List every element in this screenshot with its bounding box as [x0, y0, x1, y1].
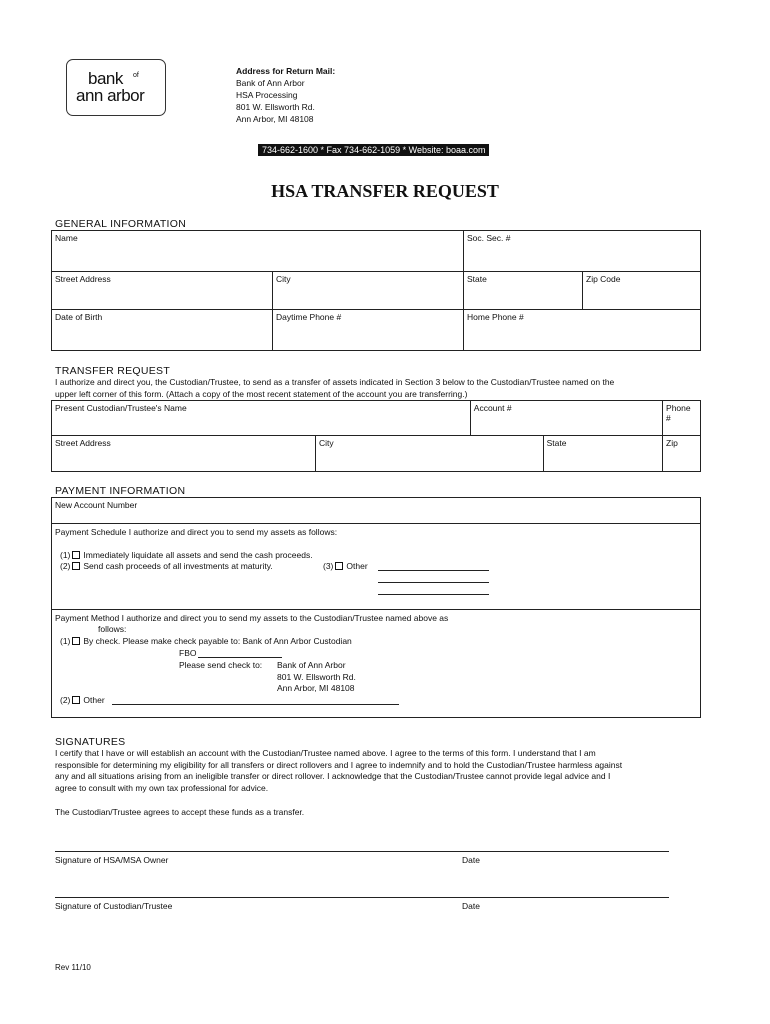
- transfer-text-line: upper left corner of this form. (Attach a copy of the most recent statement of the account you are transferring.): [55, 388, 468, 399]
- return-mail-heading: Address for Return Mail:: [236, 66, 336, 76]
- certification-line: responsible for determining my eligibility for all transfers or direct rollovers and I agree to indemnify and to hold the Custodian/Trustee harmless against: [55, 759, 623, 770]
- send-check-line: 801 W. Ellsworth Rd.: [277, 671, 356, 682]
- custodian-date-label: Date: [462, 901, 480, 911]
- option-number: (1): [60, 550, 71, 560]
- form-title: HSA TRANSFER REQUEST: [271, 181, 499, 201]
- payment-information-heading: PAYMENT INFORMATION: [55, 485, 186, 497]
- fbo-label: FBO: [179, 648, 197, 658]
- payment-method-label: Payment Method I authorize and direct you to send my assets to the Custodian/Trustee named above as: [55, 613, 449, 623]
- option-label: By check. Please make check payable to: Bank of Ann Arbor Custodian: [83, 636, 352, 646]
- certification-line: any and all situations arising from an ineligible transfer or direct rollover. I acknowledge that the Custodian/Trustee cannot provide legal advice and I: [55, 771, 611, 781]
- other-schedule-line-3[interactable]: [378, 594, 489, 595]
- send-check-address: [277, 660, 356, 695]
- state-label: State: [467, 274, 487, 284]
- ssn-field[interactable]: [464, 231, 701, 272]
- by-check-checkbox[interactable]: [72, 637, 80, 645]
- date-of-birth-field[interactable]: [52, 310, 273, 351]
- certification-line: I certify that I have or will establish an account with the Custodian/Trustee named above. I agree to the terms of this form. I understand that I am: [55, 748, 596, 758]
- transfer-request-heading: TRANSFER REQUEST: [55, 365, 171, 377]
- payment-schedule-section: [51, 523, 701, 610]
- return-mail-line: Bank of Ann Arbor: [236, 78, 305, 88]
- option-label: Other: [83, 695, 105, 705]
- new-account-number-label: New Account Number: [55, 500, 138, 510]
- custodian-street-field[interactable]: [52, 436, 316, 472]
- send-check-line: Bank of Ann Arbor: [277, 660, 346, 670]
- send-check-line: Ann Arbor, MI 48108: [277, 683, 355, 693]
- return-mail-address: [236, 65, 335, 125]
- logo-text-of: of: [133, 72, 139, 79]
- street-address-field[interactable]: [52, 272, 273, 310]
- transfer-request-table: [51, 400, 701, 472]
- return-mail-line: Ann Arbor, MI 48108: [236, 114, 314, 124]
- name-field[interactable]: [52, 231, 464, 272]
- revision-label: Rev 11/10: [55, 963, 91, 972]
- option-number: (2): [60, 561, 71, 571]
- transfer-authorization-text: [55, 377, 614, 400]
- method-option-2: [60, 695, 105, 705]
- method-option-1: [60, 636, 352, 646]
- option-label: Send cash proceeds of all investments at maturity.: [83, 561, 273, 571]
- account-number-field[interactable]: [470, 401, 662, 436]
- custodian-phone-label: Phone #: [666, 403, 691, 423]
- option-number: (1): [60, 636, 71, 646]
- maturity-checkbox[interactable]: [72, 562, 80, 570]
- state-field[interactable]: [464, 272, 583, 310]
- general-information-heading: GENERAL INFORMATION: [55, 218, 187, 230]
- custodian-street-label: Street Address: [55, 438, 111, 448]
- custodian-zip-field[interactable]: [663, 436, 701, 472]
- logo-text-bank: bank: [88, 69, 123, 88]
- account-number-label: Account #: [473, 403, 512, 413]
- city-label: City: [276, 274, 291, 284]
- contact-bar: 734-662-1600 * Fax 734-662-1059 * Website: boaa.com: [258, 144, 489, 156]
- other-schedule-checkbox[interactable]: [335, 562, 343, 570]
- other-method-checkbox[interactable]: [72, 696, 80, 704]
- schedule-option-2: [60, 561, 273, 571]
- return-mail-line: 801 W. Ellsworth Rd.: [236, 102, 315, 112]
- city-field[interactable]: [273, 272, 464, 310]
- new-account-number-field[interactable]: [51, 497, 701, 524]
- signatures-heading: SIGNATURES: [55, 736, 126, 748]
- other-schedule-line-2[interactable]: [378, 582, 489, 583]
- bank-logo: [66, 59, 166, 116]
- custodian-name-label: Present Custodian/Trustee's Name: [55, 403, 187, 413]
- home-phone-label: Home Phone #: [467, 312, 524, 322]
- zip-code-label: Zip Code: [586, 274, 621, 284]
- custodian-zip-label: Zip: [666, 438, 678, 448]
- custodian-state-field[interactable]: [543, 436, 662, 472]
- liquidate-checkbox[interactable]: [72, 551, 80, 559]
- owner-date-label: Date: [462, 855, 480, 865]
- custodian-city-label: City: [319, 438, 334, 448]
- transfer-text-line: I authorize and direct you, the Custodian/Trustee, to send as a transfer of assets indicated in Section 3 below to the Custodian/Trustee named on the: [55, 377, 615, 387]
- schedule-option-1: [60, 550, 313, 560]
- street-address-label: Street Address: [55, 274, 111, 284]
- option-number: (2): [60, 695, 71, 705]
- name-label: Name: [55, 233, 78, 243]
- other-schedule-line-1[interactable]: [378, 570, 489, 571]
- home-phone-field[interactable]: [464, 310, 701, 351]
- custodian-signature-label: Signature of Custodian/Trustee: [55, 901, 173, 911]
- other-method-line[interactable]: [112, 704, 399, 705]
- option-label: Immediately liquidate all assets and send the cash proceeds.: [83, 550, 313, 560]
- payment-method-follows: follows:: [98, 624, 127, 634]
- custodian-state-label: State: [546, 438, 567, 448]
- option-number: (3): [323, 561, 334, 571]
- fbo-line[interactable]: [198, 657, 282, 658]
- certification-text: [55, 748, 715, 794]
- date-of-birth-label: Date of Birth: [55, 312, 103, 322]
- owner-signature-label: Signature of HSA/MSA Owner: [55, 855, 169, 865]
- owner-signature-line[interactable]: [55, 851, 669, 852]
- schedule-option-3: [323, 561, 368, 571]
- logo-text-ann-arbor: ann arbor: [76, 86, 145, 105]
- zip-code-field[interactable]: [583, 272, 701, 310]
- daytime-phone-field[interactable]: [273, 310, 464, 351]
- daytime-phone-label: Daytime Phone #: [276, 312, 342, 322]
- custodian-phone-field[interactable]: [663, 401, 701, 436]
- certification-line: agree to consult with my own tax professional for advice.: [55, 782, 269, 793]
- payment-method-section: [51, 609, 701, 718]
- custodian-city-field[interactable]: [316, 436, 544, 472]
- option-label: Other: [346, 561, 368, 571]
- custodian-name-field[interactable]: [52, 401, 471, 436]
- return-mail-line: HSA Processing: [236, 90, 298, 100]
- general-information-table: [51, 230, 701, 351]
- payment-schedule-label: Payment Schedule I authorize and direct you to send my assets as follows:: [55, 527, 338, 537]
- custodian-agrees-text: The Custodian/Trustee agrees to accept these funds as a transfer.: [55, 807, 305, 817]
- ssn-label: Soc. Sec. #: [467, 233, 511, 243]
- send-check-to-label: Please send check to:: [179, 660, 263, 670]
- custodian-signature-line[interactable]: [55, 897, 669, 898]
